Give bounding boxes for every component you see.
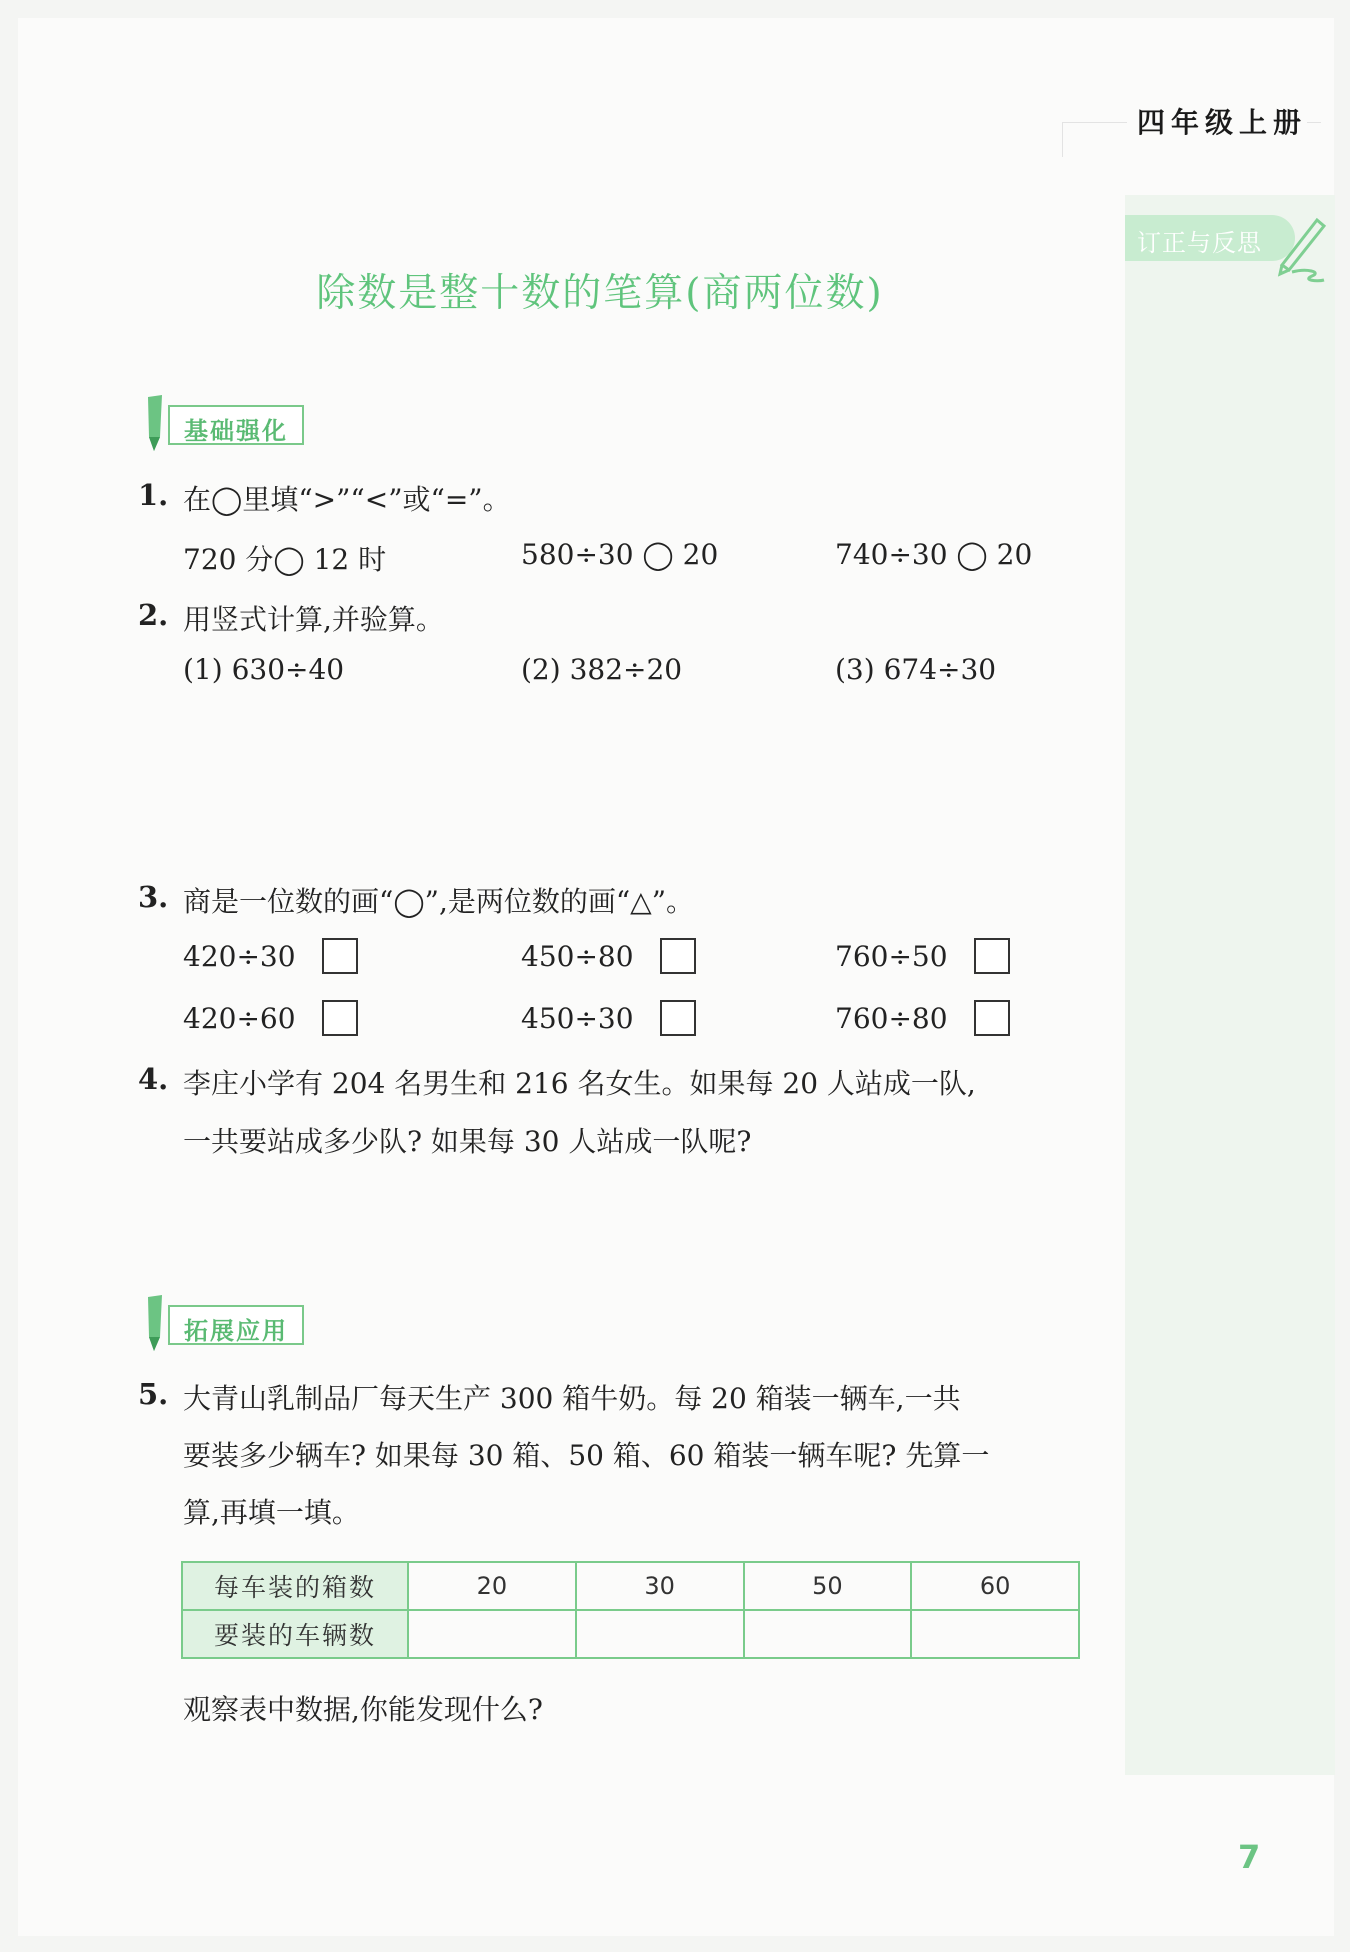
answer-box[interactable] bbox=[660, 1000, 696, 1036]
q1-item: 580÷30 ◯ 20 bbox=[521, 538, 719, 571]
q2-number: 2. bbox=[138, 598, 169, 632]
q5-line: 大青山乳制品厂每天生产 300 箱牛奶。每 20 箱装一辆车,一共 bbox=[183, 1382, 961, 1415]
correction-label: 订正与反思 bbox=[1137, 229, 1262, 257]
table-row-header: 要装的车辆数 bbox=[182, 1610, 408, 1658]
table-cell: 60 bbox=[911, 1562, 1079, 1610]
q2-item: (1) 630÷40 bbox=[183, 653, 345, 686]
grade-label: 四年级上册 bbox=[1127, 101, 1307, 141]
q3-item: 760÷50 bbox=[835, 940, 948, 973]
table-row bbox=[182, 1562, 1079, 1610]
table-answer-cell[interactable] bbox=[408, 1610, 576, 1658]
table-answer-cell[interactable] bbox=[744, 1610, 912, 1658]
q2-item: (2) 382÷20 bbox=[521, 653, 683, 686]
q4-line: 一共要站成多少队? 如果每 30 人站成一队呢? bbox=[183, 1125, 752, 1158]
q3-text: 商是一位数的画“◯”,是两位数的画“△”。 bbox=[183, 885, 695, 918]
table-row bbox=[182, 1610, 1079, 1658]
table-cell: 30 bbox=[576, 1562, 744, 1610]
correction-sidebar bbox=[1125, 195, 1335, 1775]
table-cell: 20 bbox=[408, 1562, 576, 1610]
q1-number: 1. bbox=[138, 478, 169, 512]
q4-line: 李庄小学有 204 名男生和 216 名女生。如果每 20 人站成一队, bbox=[183, 1067, 976, 1100]
q4-number: 4. bbox=[138, 1062, 169, 1096]
answer-box[interactable] bbox=[322, 938, 358, 974]
q5-table bbox=[181, 1561, 1080, 1659]
q3-item: 450÷30 bbox=[521, 1002, 634, 1035]
answer-box[interactable] bbox=[322, 1000, 358, 1036]
pen-icon bbox=[1272, 210, 1332, 285]
section-extend-label: 拓展应用 bbox=[184, 1317, 288, 1345]
q3-item: 760÷80 bbox=[835, 1002, 948, 1035]
q1-item: 720 分◯ 12 时 bbox=[183, 543, 387, 576]
correction-tag bbox=[1125, 215, 1295, 261]
q5-followup: 观察表中数据,你能发现什么? bbox=[183, 1693, 543, 1726]
pencil-icon bbox=[140, 393, 170, 459]
table-row-header: 每车装的箱数 bbox=[182, 1562, 408, 1610]
pencil-icon bbox=[140, 1293, 170, 1359]
grade-header bbox=[1062, 106, 1321, 157]
q3-item: 420÷60 bbox=[183, 1002, 296, 1035]
section-extend-label-box bbox=[168, 1305, 304, 1345]
q3-item: 420÷30 bbox=[183, 940, 296, 973]
q2-text: 用竖式计算,并验算。 bbox=[183, 603, 444, 636]
section-basic-label: 基础强化 bbox=[184, 417, 288, 445]
q1-item: 740÷30 ◯ 20 bbox=[835, 538, 1033, 571]
q5-line: 算,再填一填。 bbox=[183, 1496, 360, 1529]
q3-number: 3. bbox=[138, 880, 169, 914]
q3-item: 450÷80 bbox=[521, 940, 634, 973]
answer-box[interactable] bbox=[974, 938, 1010, 974]
table-cell: 50 bbox=[744, 1562, 912, 1610]
page-title: 除数是整十数的笔算(商两位数) bbox=[316, 271, 884, 316]
table-answer-cell[interactable] bbox=[911, 1610, 1079, 1658]
section-basic-label-box bbox=[168, 405, 304, 445]
q2-item: (3) 674÷30 bbox=[835, 653, 997, 686]
q5-line: 要装多少辆车? 如果每 30 箱、50 箱、60 箱装一辆车呢? 先算一 bbox=[183, 1439, 990, 1472]
page-number: 7 bbox=[1238, 1838, 1261, 1876]
answer-box[interactable] bbox=[660, 938, 696, 974]
q5-number: 5. bbox=[138, 1377, 169, 1411]
q1-text: 在◯里填“>”“<”或“=”。 bbox=[183, 483, 511, 516]
table-answer-cell[interactable] bbox=[576, 1610, 744, 1658]
answer-box[interactable] bbox=[974, 1000, 1010, 1036]
